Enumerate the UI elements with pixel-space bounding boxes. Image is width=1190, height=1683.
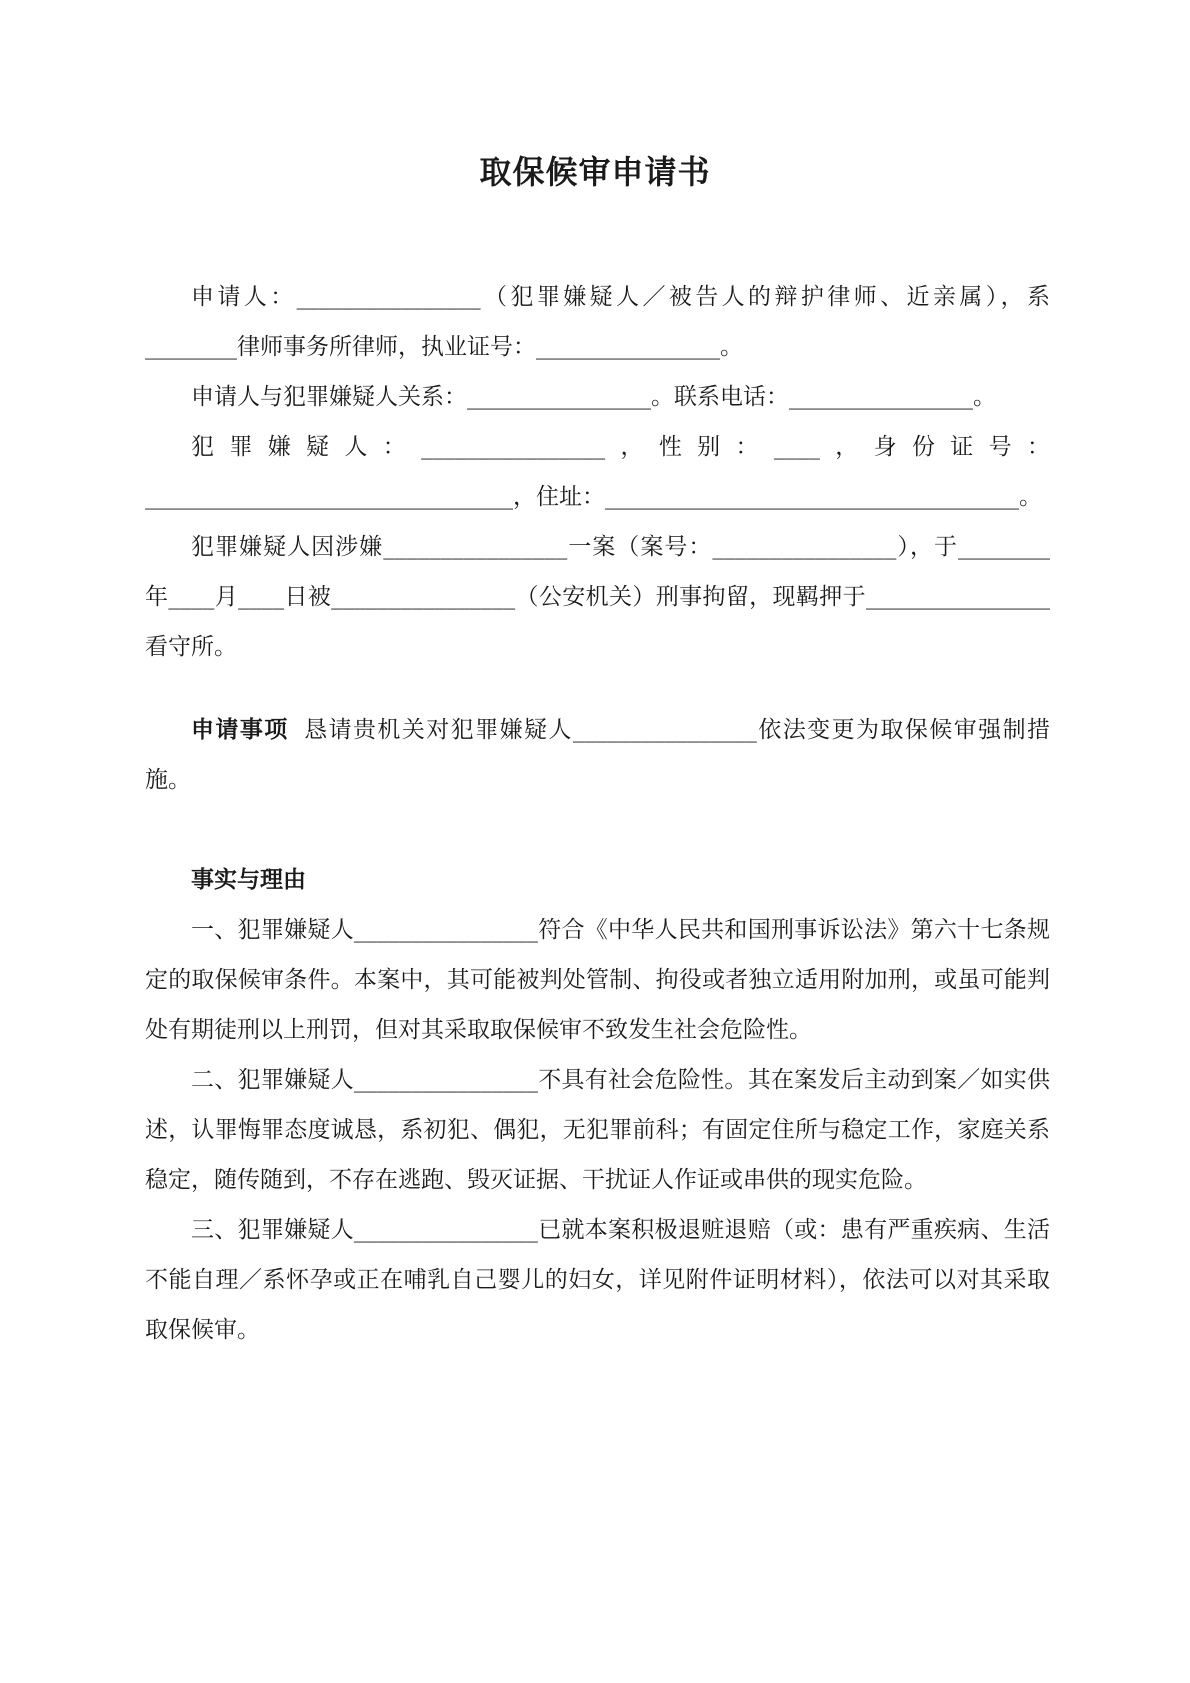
relationship-info: 申请人与犯罪嫌疑人关系：________________。联系电话：________________。 [191, 384, 996, 410]
request-text: 恳请贵机关对犯罪嫌疑人________________依法变更为取保候审强制措施。 [145, 717, 1051, 793]
reasons-heading: 事实与理由 [191, 866, 306, 893]
request-heading: 申请事项 [191, 716, 289, 743]
request-paragraph [145, 705, 1050, 805]
request-section [145, 705, 1050, 805]
reason-item-2: 二、犯罪嫌疑人________________不具有社会危险性。其在案发后主动到案／如实供述，认罪悔罪态度诚恳，系初犯、偶犯，无犯罪前科；有固定住所与稳定工作，家庭关系稳定，随传随到，不存在逃跑、毁灭证据、干扰证人作证或串供的现实危险。 [145, 1067, 1050, 1193]
applicant-section [145, 272, 1050, 672]
reason-item-3: 三、犯罪嫌疑人________________已就本案积极退赃退赔（或：患有严重疾病、生活不能自理／系怀孕或正在哺乳自己婴儿的妇女，详见附件证明材料），依法可以对其采取取保候审。 [145, 1217, 1050, 1343]
document-title: 取保候审申请书 [479, 153, 711, 191]
case-info: 犯罪嫌疑人因涉嫌________________一案（案号：________________），于________年____月____日被________________（公安机关）刑事拘留，现羁押于________________看守所。 [145, 534, 1050, 660]
applicant-info: 申请人：________________（犯罪嫌疑人／被告人的辩护律师、近亲属），系________律师事务所律师，执业证号：________________。 [145, 284, 1050, 360]
suspect-info: 犯罪嫌疑人：________________，性别：____，身份证号：________________________________，住址：____________________________________。 [145, 434, 1050, 510]
reason-item-1: 一、犯罪嫌疑人________________符合《中华人民共和国刑事诉讼法》第六十七条规定的取保候审条件。本案中，其可能被判处管制、拘役或者独立适用附加刑，或虽可能判处有期徒刑以上刑罚，但对其采取取保候审不致发生社会危险性。 [145, 917, 1050, 1043]
reasons-section [145, 855, 1050, 1355]
